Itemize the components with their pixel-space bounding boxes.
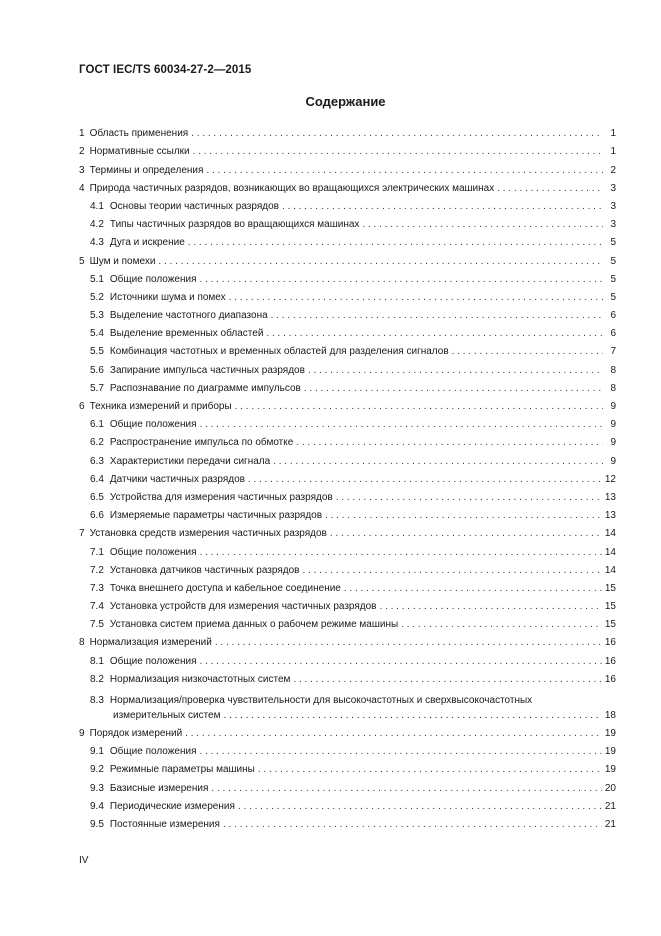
toc-leader-dots — [293, 674, 601, 686]
toc-entry[interactable] — [79, 286, 616, 304]
toc-leader-dots — [362, 219, 603, 231]
toc-entry-title: Измеряемые параметры частичных разрядов — [109, 510, 323, 522]
toc-entry-title: Техника измерений и приборы — [89, 401, 232, 412]
toc-entry-number: 2 — [79, 146, 85, 158]
toc-entry-number: 7.2 — [90, 564, 104, 576]
toc-entry-title-cont: измерительных систем — [113, 709, 221, 721]
toc-entry[interactable] — [79, 504, 616, 522]
toc-entry[interactable] — [79, 140, 616, 158]
toc-entry[interactable] — [79, 522, 616, 540]
toc-entry-title: Общие положения — [109, 419, 197, 431]
toc-entry-title: Шум и помехи — [89, 255, 156, 267]
toc-entry[interactable] — [79, 577, 616, 595]
toc-leader-dots — [158, 256, 603, 268]
toc-entry-number: 5.7 — [90, 382, 104, 394]
toc-leader-dots — [191, 128, 603, 140]
toc-entry[interactable] — [79, 158, 616, 176]
toc-entry-title: Дуга и искрение — [109, 237, 185, 249]
toc-entry-number: 7.4 — [90, 601, 104, 613]
toc-entry-number: 6 — [79, 401, 85, 412]
toc-entry[interactable] — [79, 377, 616, 395]
document-code: ГОСТ IEC/TS 60034-27-2—2015 — [79, 64, 252, 76]
toc-leader-dots — [235, 401, 603, 413]
toc-entry-page: 20 — [604, 782, 616, 794]
toc-leader-dots — [238, 801, 602, 813]
toc-entry-page: 1 — [610, 128, 616, 140]
toc-entry-page: 9 — [610, 437, 616, 449]
toc-entry-page: 1 — [610, 146, 616, 158]
toc-leader-dots — [248, 474, 602, 486]
toc-entry-page: 6 — [610, 310, 616, 322]
toc-entry-number: 9 — [79, 728, 85, 739]
toc-entry-page: 18 — [604, 709, 616, 721]
toc-entry-number: 3 — [79, 164, 85, 176]
toc-entry-page: 6 — [610, 328, 616, 340]
toc-leader-dots — [229, 292, 603, 304]
toc-entry[interactable] — [79, 758, 616, 776]
toc-entry-number: 7.3 — [90, 582, 104, 594]
toc-entry-title: Область применения — [89, 128, 189, 140]
toc-entry-page: 15 — [604, 619, 616, 631]
toc-leader-dots — [193, 146, 603, 158]
toc-entry-number: 6.5 — [90, 491, 104, 503]
toc-entry-number: 7.5 — [90, 619, 104, 631]
toc-leader-dots — [302, 565, 601, 577]
toc-entry[interactable] — [79, 468, 616, 486]
toc-entry[interactable] — [79, 486, 616, 504]
toc-entry-title: Источники шума и помех — [109, 291, 226, 303]
toc-entry-number: 6.4 — [90, 473, 104, 485]
toc-entry[interactable] — [79, 395, 616, 413]
toc-entry-title: Режимные параметры машины — [109, 764, 255, 776]
toc-entry-title: Периодические измерения — [109, 800, 235, 812]
toc-entry-number: 6.3 — [90, 455, 104, 467]
toc-entry[interactable] — [79, 613, 616, 631]
toc-entry-number: 9.2 — [90, 764, 104, 776]
toc-leader-dots — [380, 601, 602, 613]
toc-entry-number: 5 — [79, 255, 85, 267]
toc-entry-number: 5.4 — [90, 328, 104, 340]
toc-entry-title: Термины и определения — [89, 164, 204, 176]
toc-entry-title: Устройства для измерения частичных разрядов — [109, 491, 333, 503]
toc-entry[interactable] — [79, 340, 616, 358]
toc-entry-title: Общие положения — [109, 546, 197, 558]
toc-entry-title: Установка систем приема данных о рабочем режиме машины — [109, 619, 399, 631]
toc-entry[interactable] — [79, 795, 616, 813]
toc-leader-dots — [188, 237, 603, 249]
toc-leader-dots — [215, 637, 602, 649]
toc-entry-number: 8 — [79, 637, 85, 649]
toc-leader-dots — [200, 746, 602, 758]
toc-entry-number: 4 — [79, 182, 85, 194]
toc-entry[interactable] — [79, 559, 616, 577]
toc-entry-page: 3 — [610, 182, 616, 194]
toc-entry-title: Базисные измерения — [109, 782, 209, 794]
toc-entry[interactable] — [79, 813, 616, 831]
toc-entry-title: Нормализация измерений — [89, 637, 212, 649]
toc-leader-dots — [497, 183, 603, 195]
toc-entry-title: Характеристики передачи сигнала — [109, 455, 271, 467]
toc-leader-dots — [401, 619, 602, 631]
toc-entry-number: 5.2 — [90, 291, 104, 303]
toc-entry-title: Общие положения — [109, 273, 197, 285]
toc-entry-title: Датчики частичных разрядов — [109, 473, 245, 485]
toc-entry-number: 9.5 — [90, 818, 104, 830]
toc-entry-number: 7.1 — [90, 546, 104, 558]
toc-leader-dots — [344, 583, 602, 595]
toc-entry-number: 1 — [79, 128, 85, 140]
toc-entry[interactable] — [79, 595, 616, 613]
toc-entry-title: Установка устройств для измерения частичных разрядов — [109, 601, 377, 613]
toc-entry-page: 16 — [604, 637, 616, 649]
toc-entry[interactable] — [79, 304, 616, 322]
toc-entry[interactable] — [79, 177, 616, 195]
table-of-contents — [79, 122, 616, 831]
toc-entry-title: Выделение временных областей — [109, 328, 264, 340]
toc-entry-title: Порядок измерений — [89, 728, 183, 739]
toc-leader-dots — [266, 328, 603, 340]
toc-entry-number: 5.3 — [90, 310, 104, 322]
toc-entry-title: Выделение частотного диапазона — [109, 310, 268, 322]
toc-entry-page: 3 — [610, 219, 616, 231]
toc-entry-page: 15 — [604, 582, 616, 594]
toc-leader-dots — [330, 528, 602, 540]
toc-entry-title: Комбинация частотных и временных областей для разделения сигналов — [109, 346, 449, 358]
toc-entry-title: Установка датчиков частичных разрядов — [109, 564, 300, 576]
toc-leader-dots — [308, 365, 603, 377]
toc-leader-dots — [200, 274, 604, 286]
toc-entry-title: Природа частичных разрядов, возникающих во вращающихся электрических машинах — [89, 182, 495, 194]
toc-entry-page: 8 — [610, 364, 616, 376]
toc-entry[interactable] — [79, 431, 616, 449]
toc-entry-title: Типы частичных разрядов во вращающихся машинах — [109, 219, 360, 231]
toc-entry-page: 8 — [610, 382, 616, 394]
toc-entries-tail — [79, 722, 616, 831]
toc-entry[interactable] — [79, 722, 616, 740]
toc-leader-dots — [200, 547, 602, 559]
toc-leader-dots — [206, 165, 603, 177]
toc-entry[interactable] — [79, 358, 616, 376]
toc-entry-page: 21 — [604, 800, 616, 812]
toc-leader-dots — [452, 346, 603, 358]
toc-entry-page: 14 — [604, 564, 616, 576]
toc-leader-dots — [304, 383, 603, 395]
toc-entry-page: 5 — [610, 255, 616, 267]
toc-entry[interactable] — [79, 631, 616, 649]
toc-entry-number: 4.3 — [90, 237, 104, 249]
toc-entry-page: 19 — [604, 746, 616, 758]
toc-leader-dots — [296, 437, 603, 449]
toc-entry-page: 13 — [604, 510, 616, 522]
toc-entry[interactable] — [79, 668, 616, 686]
toc-entry-page: 5 — [610, 237, 616, 249]
toc-entry-number: 6.2 — [90, 437, 104, 449]
toc-entry-page: 16 — [604, 655, 616, 667]
toc-entry-title: Общие положения — [109, 746, 197, 758]
toc-entry[interactable] — [79, 449, 616, 467]
toc-entry[interactable] — [79, 776, 616, 794]
toc-entry[interactable] — [79, 268, 616, 286]
toc-entry[interactable] — [79, 740, 616, 758]
toc-entries-head — [79, 122, 616, 686]
toc-entry-page: 15 — [604, 601, 616, 613]
toc-entry[interactable] — [79, 122, 616, 140]
page-number: IV — [79, 855, 89, 866]
toc-entry-title: Нормализация низкочастотных систем — [109, 673, 291, 685]
toc-entry[interactable] — [79, 249, 616, 267]
toc-entry-title: Установка средств измерения частичных разрядов — [89, 528, 327, 540]
toc-entry-number: 8.1 — [90, 655, 104, 667]
toc-entry-number: 9.1 — [90, 746, 104, 758]
toc-entry-title: Распространение импульса по обмотке — [109, 437, 294, 449]
toc-entry-title: Точка внешнего доступа и кабельное соединение — [109, 582, 341, 594]
toc-entry-title: Нормативные ссылки — [89, 146, 190, 158]
toc-leader-dots — [200, 419, 604, 431]
toc-entry-page: 19 — [604, 764, 616, 776]
toc-entry-page: 13 — [604, 491, 616, 503]
toc-entry-page: 5 — [610, 291, 616, 303]
toc-entry-number: 8.3 — [90, 694, 104, 706]
toc-entry-number: 6.1 — [90, 419, 104, 431]
toc-entry-page: 14 — [604, 528, 616, 540]
toc-leader-dots — [185, 728, 602, 740]
toc-entry-page: 9 — [610, 401, 616, 412]
toc-entry-page: 14 — [604, 546, 616, 558]
toc-entry-number: 4.2 — [90, 219, 104, 231]
toc-leader-dots — [325, 510, 602, 522]
toc-entry-number: 7 — [79, 528, 85, 540]
toc-entry[interactable] — [79, 540, 616, 558]
toc-entry-page: 21 — [604, 818, 616, 830]
toc-entry[interactable] — [79, 322, 616, 340]
toc-entry-number: 5.1 — [90, 273, 104, 285]
toc-entry-page: 16 — [604, 673, 616, 685]
toc-title: Содержание — [305, 94, 386, 109]
toc-entry-page: 5 — [610, 273, 616, 285]
toc-entry[interactable] — [79, 413, 616, 431]
toc-entry-title: Запирание импульса частичных разрядов — [109, 364, 305, 376]
toc-entry-page: 19 — [604, 728, 616, 739]
toc-entry-page: 3 — [610, 200, 616, 212]
toc-entry-number: 9.3 — [90, 782, 104, 794]
toc-entry-title: Нормализация/проверка чувствительности для высокочастотных и сверхвысокочастотных — [109, 694, 533, 706]
toc-entry-title: Основы теории частичных разрядов — [109, 200, 279, 212]
toc-entry-page: 7 — [610, 346, 616, 358]
toc-leader-dots — [258, 764, 602, 776]
toc-leader-dots — [271, 310, 603, 322]
toc-leader-dots — [223, 819, 602, 831]
toc-entry-title: Общие положения — [109, 655, 197, 667]
toc-entry-page: 9 — [610, 455, 616, 467]
toc-entry[interactable] — [79, 195, 616, 213]
toc-entry-page: 12 — [604, 473, 616, 485]
toc-leader-dots — [223, 709, 601, 722]
toc-entry-number: 8.2 — [90, 673, 104, 685]
toc-leader-dots — [336, 492, 602, 504]
toc-leader-dots — [273, 456, 603, 468]
toc-entry-number: 5.6 — [90, 364, 104, 376]
toc-leader-dots — [282, 201, 603, 213]
toc-entry-title: Постоянные измерения — [109, 818, 220, 830]
toc-entry[interactable] — [79, 649, 616, 667]
toc-entry-title: Распознавание по диаграмме импульсов — [109, 382, 301, 394]
toc-entry-page: 2 — [610, 164, 616, 176]
toc-entry-multiline[interactable] — [79, 686, 616, 722]
toc-leader-dots — [200, 656, 602, 668]
toc-entry-number: 9.4 — [90, 800, 104, 812]
toc-entry-page: 9 — [610, 419, 616, 431]
toc-entry-number: 5.5 — [90, 346, 104, 358]
toc-entry-number: 4.1 — [90, 200, 104, 212]
toc-entry[interactable] — [79, 213, 616, 231]
toc-entry-number: 6.6 — [90, 510, 104, 522]
toc-entry[interactable] — [79, 231, 616, 249]
toc-leader-dots — [211, 783, 601, 795]
